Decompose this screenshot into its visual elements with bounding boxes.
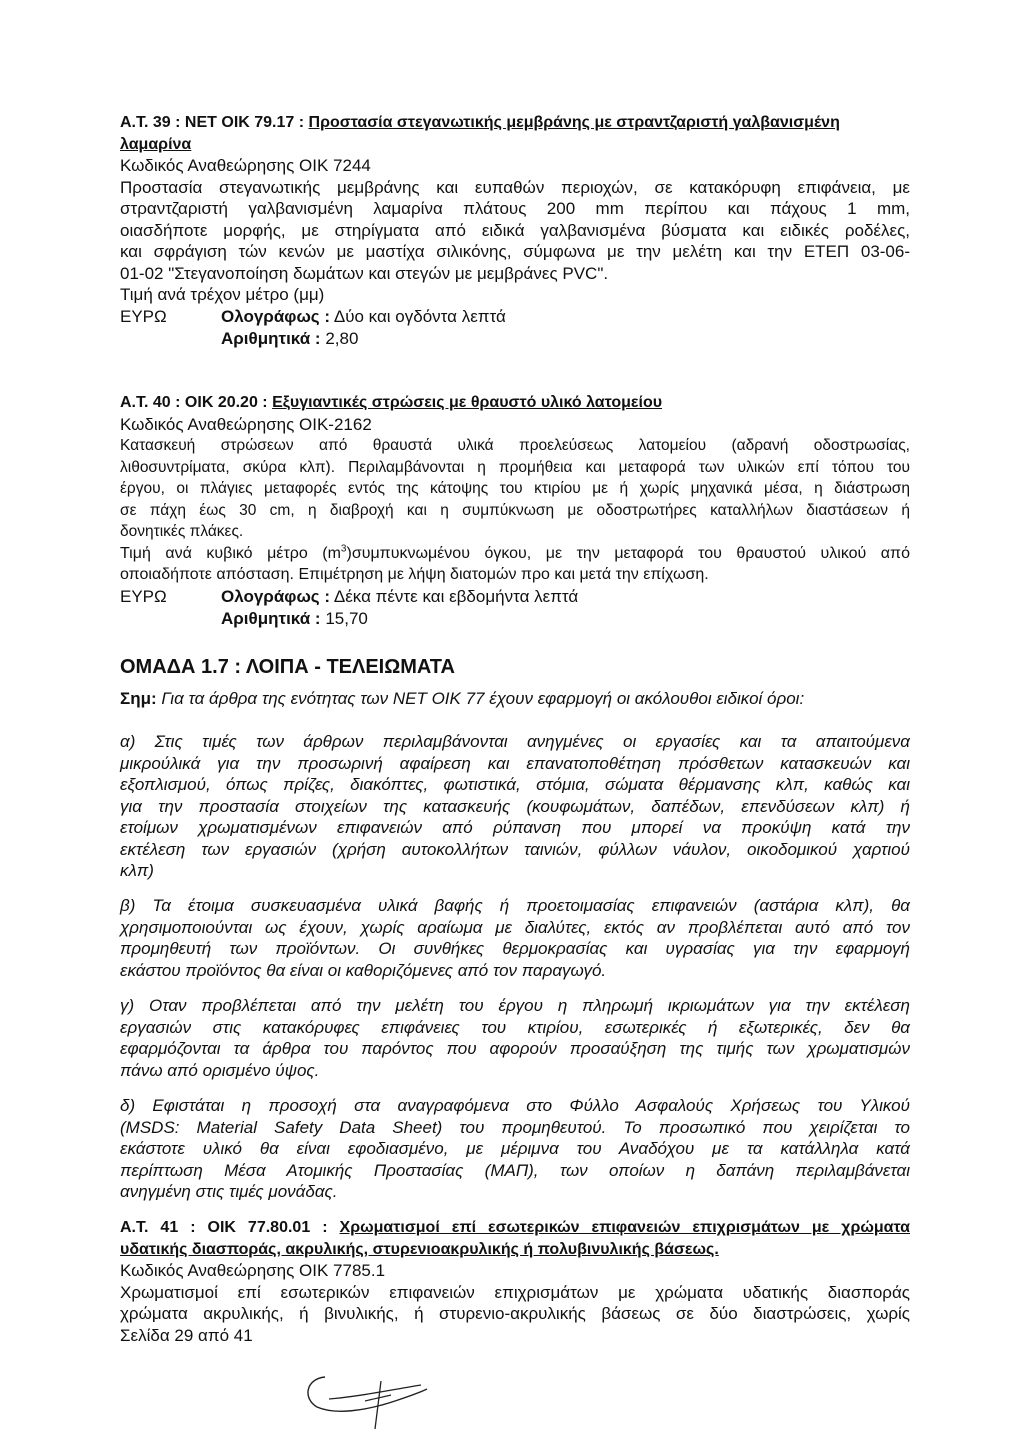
unit-text-cont: )συμπυκνωμένου όγκου, με την μεταφορά του θραυστού υλικού από	[346, 544, 910, 562]
article-39-heading	[120, 112, 910, 134]
note-label: Σημ:	[120, 689, 157, 708]
price-in-words: Δύο και ογδόντα λεπτά	[333, 306, 506, 326]
paragraph-d	[120, 1095, 910, 1203]
desc-line: Κατασκευή στρώσεων από θραυστά υλικά προελεύσεως λατομείου (αδρανή οδοστρωσίας,	[120, 437, 910, 454]
para-line: πάνω από ορισμένο ύψος.	[120, 1060, 320, 1080]
desc-line: χρώματα ακρυλικής, ή βινυλικής, ή στυρενιο-ακρυλικής βάσεως σε δύο διαστρώσεις, χωρίς	[120, 1304, 910, 1323]
signature-image	[295, 1355, 435, 1435]
article-title-line2: υδατικής διασποράς, ακρυλικής, στυρενιοακρυλικής ή πολυβινυλικής βάσεως.	[120, 1240, 719, 1258]
price-numeric: 2,80	[325, 328, 359, 348]
group-section	[120, 656, 910, 679]
article-title: Εξυγιαντικές στρώσεις με θραυστό υλικό λατομείου	[272, 394, 663, 411]
group-note	[120, 688, 910, 710]
article-40-heading	[120, 392, 910, 414]
words-label: Ολογράφως	[221, 586, 320, 606]
desc-line: και σφράγιση τών κενών με μαστίχα σιλικόνης, σύμφωνα με την μελέτη και την ΕΤΕΠ 03-06-	[120, 242, 910, 261]
unit-description-line2: οποιαδήποτε απόσταση. Επιμέτρηση με λήψη διατομών προ και μετά την επίχωση.	[120, 566, 709, 583]
para-line: μικρούλικά για την προσωρινή αφαίρεση και επανατοποθέτηση πρόσθετων κατασκευών και	[120, 753, 910, 773]
paragraph-a	[120, 731, 910, 882]
article-title: Προστασία στεγανωτικής μεμβράνης με στραντζαριστή γαλβανισμένη	[308, 114, 840, 131]
desc-line: Χρωματισμοί επί εσωτερικών επιφανειών επιχρισμάτων με χρώματα υδατικής διασποράς	[120, 1282, 910, 1302]
numeric-label: Αριθμητικά	[221, 608, 311, 628]
article-title-cont	[120, 134, 910, 156]
price-number-row: Αριθμητικά : 2,80	[221, 328, 359, 348]
desc-line: δονητικές πλάκες.	[120, 523, 244, 540]
para-line: εφαρμόζονται τα άρθρα του παρόντος που αφορούν προσαύξηση της τιμής των χρωματισμών	[120, 1039, 910, 1058]
unit-text: Τιμή ανά κυβικό μέτρο (m	[120, 544, 341, 562]
para-line: εργασιών στις κατακόρυφες επιφάνειες του κτιρίου, εσωτερικές ή εξωτερικές, δεν θα	[120, 1017, 910, 1037]
unit-description: Τιμή ανά τρέχον μέτρο (μμ)	[120, 285, 325, 304]
para-line: ανηγμένη στις τιμές μονάδας.	[120, 1182, 338, 1201]
para-line: β) Τα έτοιμα συσκευασμένα υλικά βαφής ή προετοιμασίας επιφανειών (αστάρια κλπ), θα	[120, 896, 910, 915]
para-line: εκάστου προϊόντος θα είναι οι καθοριζόμενες από τον παραγωγό.	[120, 960, 607, 980]
article-title-line2: λαμαρίνα	[120, 135, 192, 153]
section-title: ΟΜΑΔΑ 1.7 : ΛΟΙΠΑ - ΤΕΛΕΙΩΜΑΤΑ	[120, 656, 455, 678]
desc-line: Προστασία στεγανωτικής μεμβράνης και ευπαθών περιοχών, σε κατακόρυφη επιφάνεια, με	[120, 177, 910, 197]
para-line: εκτέλεση των εργασιών (χρήση αυτοκολλήτων ταινιών, φύλλων νάυλον, οικοδομικού χαρτιού	[120, 839, 910, 859]
para-line: κλπ)	[120, 861, 154, 880]
para-line: α) Στις τιμές των άρθρων περιλαμβάνονται ανηγμένες οι εργασίες και τα απαιτούμενα	[120, 732, 910, 751]
article-39	[120, 112, 910, 350]
article-41	[120, 1217, 910, 1346]
para-line: εξοπλισμού, όπως πρίζες, διακόπτες, φωτιστικά, στόμια, σώματα θέρμανσης κλπ, καθώς και	[120, 775, 910, 794]
price-in-words: Δέκα πέντε και εβδομήντα λεπτά	[333, 586, 579, 606]
price-number-row: Αριθμητικά : 15,70	[221, 608, 368, 628]
desc-line: έργου, οι πλάγιες μεταφορές εντός της κάτοψης του κτιρίου με ή χωρίς μηχανικά μέσα, η διάστρωση	[120, 480, 910, 497]
para-line: περίπτωση Μέσα Ατομικής Προστασίας (ΜΑΠ), των οποίων η δαπάνη περιλαμβάνεται	[120, 1160, 910, 1180]
desc-line: 01-02 "Στεγανοποίηση δωμάτων και στεγών με μεμβράνες PVC".	[120, 263, 609, 283]
paragraph-b	[120, 895, 910, 981]
numeric-label: Αριθμητικά	[221, 328, 311, 348]
article-code: Α.Τ. 39 : ΝΕΤ ΟΙΚ 79.17 :	[120, 114, 305, 131]
para-line: χρησιμοποιούνται ως έχουν, χωρίς αραίωμα με διαλύτες, εκτός αν προβλέπεται αυτό από τον	[120, 917, 910, 937]
desc-line: λιθοσυντρίματα, σκύρα κλπ). Περιλαμβάνονται η προμήθεια και μεταφορά των υλικών επί τόπου του	[120, 458, 910, 476]
article-title: Χρωματισμοί επί εσωτερικών επιφανειών επιχρισμάτων με χρώματα	[339, 1219, 911, 1236]
article-code: Α.Τ. 40 : ΟΙΚ 20.20 :	[120, 394, 268, 411]
currency-label: ΕΥΡΩ	[120, 586, 167, 606]
unit-superscript: 3	[340, 543, 347, 555]
para-line: εκάστοτε υλικό θα είναι εφοδιασμένο, με μέριμνα του Αναδόχου με τα κατάλληλα κατά	[120, 1139, 910, 1158]
analysis-code: Κωδικός Αναθεώρησης ΟΙΚ 7785.1	[120, 1261, 386, 1280]
para-line: προμηθευτή των προϊόντων. Οι συνθήκες θερμοκρασίας και υγρασίας για την εφαρμογή	[120, 939, 910, 958]
page-number: Σελίδα 29 από 41	[120, 1325, 253, 1345]
para-line: για την προστασία στοιχείων της κατασκευής (κουφωμάτων, δαπέδων, επενδύσεων κλπ) ή	[120, 796, 910, 816]
para-line: δ) Εφιστάται η προσοχή στα αναγραφόμενα στο Φύλλο Ασφαλούς Χρήσεως του Υλικού	[120, 1096, 910, 1115]
price-words-row: ΕΥΡΩ Ολογράφως : Δύο και ογδόντα λεπτά	[120, 306, 506, 326]
para-line: ετοίμων χρωματισμένων επιφανειών από ρύπανση που μπορεί να προκύψη κατά την	[120, 818, 910, 837]
price-words-row: ΕΥΡΩ Ολογράφως : Δέκα πέντε και εβδομήντα λεπτά	[120, 586, 579, 606]
note-text: Για τα άρθρα της ενότητας των ΝΕΤ ΟΙΚ 77 έχουν εφαρμογή οι ακόλουθοι ειδικοί όροι:	[161, 689, 805, 708]
para-line: γ) Οταν προβλέπεται από την μελέτη του έργου η πληρωμή ικριωμάτων για την εκτέλεση	[120, 996, 910, 1015]
desc-line: στραντζαριστή γαλβανισμένη λαμαρίνα πλάτους 200 mm περίπου και πάχους 1 mm,	[120, 199, 910, 218]
para-line: (MSDS: Material Safety Data Sheet) του προμηθευτού. Το προσωπικό που χειρίζεται το	[120, 1117, 910, 1137]
article-code: Α.Τ. 41 : ΟΙΚ 77.80.01 :	[120, 1219, 328, 1236]
analysis-code: Κωδικός Αναθεώρησης ΟΙΚ 7244	[120, 156, 371, 175]
article-41-heading	[120, 1217, 910, 1239]
article-40	[120, 392, 910, 630]
words-label: Ολογράφως	[221, 306, 320, 326]
desc-line: σε πάχη έως 30 cm, η διαβροχή και η συμπύκνωση με οδοστρωτήρες καταλλήλων διαστάσεων ή	[120, 501, 910, 519]
analysis-code: Κωδικός Αναθεώρησης ΟΙΚ-2162	[120, 414, 372, 434]
price-numeric: 15,70	[325, 608, 368, 628]
unit-description	[120, 543, 910, 565]
desc-line: οιασδήποτε μορφής, με στηρίγματα από ειδικά γαλβανισμένα βύσματα και ειδικές ροδέλες,	[120, 220, 910, 240]
paragraph-c	[120, 995, 910, 1081]
article-title-cont	[120, 1239, 910, 1261]
currency-label: ΕΥΡΩ	[120, 306, 167, 326]
